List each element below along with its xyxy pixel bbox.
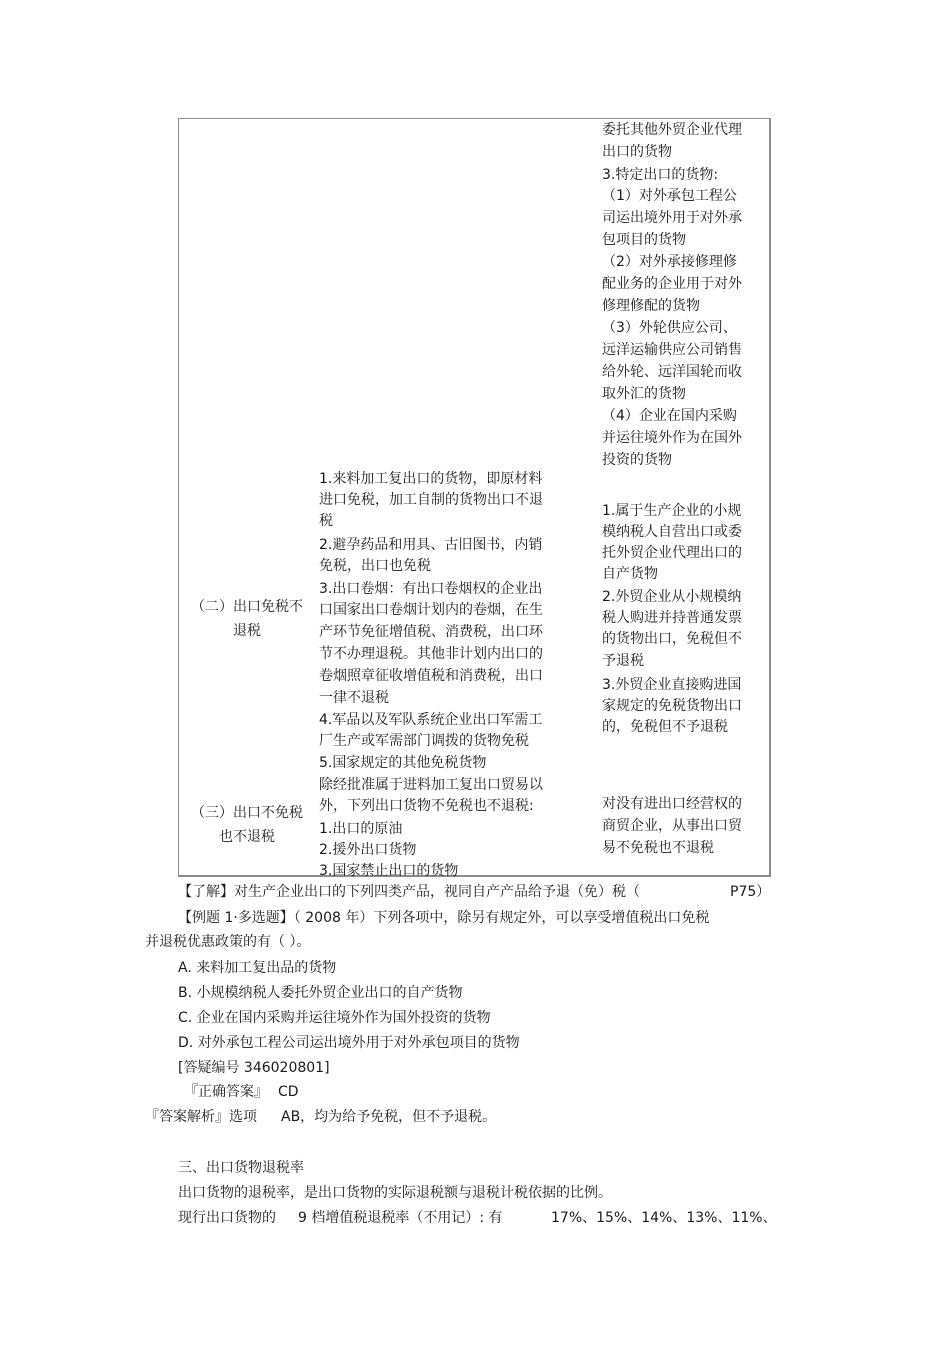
table-category-label: （三）出口不免税 bbox=[191, 805, 303, 821]
table-text: 外，下列出口货物不免税也不退税: bbox=[319, 798, 534, 814]
table-text: 进口免税，加工自制的货物出口不退 bbox=[319, 492, 543, 508]
table-text: 3.出口卷烟：有出口卷烟权的企业出 bbox=[319, 581, 543, 597]
note-line: 【了解】对生产企业出口的下列四类产品，视同自产产品给予退（免）税（ bbox=[178, 884, 640, 900]
table-text: 司运出境外用于对外承 bbox=[602, 210, 742, 226]
example-question: 并退税优惠政策的有（ ）。 bbox=[145, 934, 311, 950]
table-text: （2）对外承接修理修 bbox=[602, 254, 737, 270]
table-text: 2.避孕药品和用具、古旧图书，内销 bbox=[319, 537, 543, 553]
table-text: 节不办理退税。其他非计划内出口的 bbox=[319, 646, 543, 662]
table-text: 一律不退税 bbox=[319, 690, 389, 706]
table-text: 的，免税但不予退税 bbox=[602, 719, 728, 735]
option-d: D. 对外承包工程公司运出境外用于对外承包项目的货物 bbox=[178, 1035, 520, 1051]
table-text: 修理修配的货物 bbox=[602, 298, 700, 314]
table-text: 产环节免征增值税、消费税，出口环 bbox=[319, 624, 543, 640]
table-text: 5.国家规定的其他免税货物 bbox=[319, 755, 487, 771]
table-text: 并运往境外作为在国外 bbox=[602, 430, 742, 446]
table-text: 2.援外出口货物 bbox=[319, 842, 417, 858]
table-text: 3.外贸企业直接购进国 bbox=[602, 677, 742, 693]
table-text: 免税，出口也免税 bbox=[319, 558, 431, 574]
table-text: 税 bbox=[319, 513, 333, 529]
table-text: 取外汇的货物 bbox=[602, 386, 686, 402]
analysis-value: AB，均为给予免税，但不予退税。 bbox=[281, 1109, 497, 1125]
table-text: 3.特定出口的货物: bbox=[602, 167, 719, 183]
table-text: 远洋运输供应公司销售 bbox=[602, 342, 742, 358]
analysis-label: 『答案解析』选项 bbox=[145, 1109, 257, 1125]
example-title: 【例题 1·多选题】（ 2008 年）下列各项中，除另有规定外，可以享受增值税出口免税 bbox=[178, 910, 710, 926]
table-text: 委托其他外贸企业代理 bbox=[602, 122, 742, 138]
section-paragraph-mid: 9 档增值税退税率（不用记）: 有 bbox=[298, 1210, 503, 1226]
table-text: 家规定的免税货物出口 bbox=[602, 698, 742, 714]
table-text: 厂生产或军需部门调拨的货物免税 bbox=[319, 733, 529, 749]
table-text: 4.军品以及军队系统企业出口军需工 bbox=[319, 712, 543, 728]
section-paragraph-rates: 17%、15%、14%、13%、11%、 bbox=[551, 1210, 777, 1226]
table-text: 1.来料加工复出口的货物，即原材料 bbox=[319, 471, 543, 487]
table-text: （1）对外承包工程公 bbox=[602, 188, 737, 204]
table-text: 托外贸企业代理出口的 bbox=[602, 545, 742, 561]
table-text: 口国家出口卷烟计划内的卷烟，在生 bbox=[319, 602, 543, 618]
table-text: 1.出口的原油 bbox=[319, 821, 403, 837]
table-category-label: 也不退税 bbox=[219, 829, 275, 845]
table-text: 出口的货物 bbox=[602, 144, 672, 160]
section-paragraph-start: 现行出口货物的 bbox=[178, 1210, 276, 1226]
table-category-label: （二）出口免税不 bbox=[191, 599, 303, 615]
table-text: 1.属于生产企业的小规 bbox=[602, 503, 742, 519]
section-paragraph: 出口货物的退税率，是出口货物的实际退税额与退税计税依据的比例。 bbox=[178, 1185, 612, 1201]
note-page-ref: P75） bbox=[730, 884, 771, 900]
table-text: 配业务的企业用于对外 bbox=[602, 276, 742, 292]
table-text: 商贸企业，从事出口贸 bbox=[602, 818, 742, 834]
answer-label: 『正确答案』 bbox=[184, 1084, 268, 1100]
table-category-label: 退税 bbox=[233, 623, 261, 639]
option-c: C. 企业在国内采购并运往境外作为国外投资的货物 bbox=[178, 1010, 491, 1026]
table-text: 易不免税也不退税 bbox=[602, 840, 714, 856]
table-text: （4）企业在国内采购 bbox=[602, 408, 737, 424]
table-text: 卷烟照章征收增值税和消费税，出口 bbox=[319, 668, 543, 684]
table-text: 自产货物 bbox=[602, 566, 658, 582]
option-a: A. 来料加工复出品的货物 bbox=[178, 960, 337, 976]
question-id: [答疑编号 346020801] bbox=[178, 1060, 330, 1076]
table-text: 予退税 bbox=[602, 653, 644, 669]
table-text: 税人购进并持普通发票 bbox=[602, 610, 742, 626]
table-text: （3）外轮供应公司、 bbox=[602, 320, 737, 336]
table-text: 给外轮、远洋国轮而收 bbox=[602, 364, 742, 380]
option-b: B. 小规模纳税人委托外贸企业出口的自产货物 bbox=[178, 985, 463, 1001]
table-text: 的货物出口，免税但不 bbox=[602, 631, 742, 647]
table-text: 投资的货物 bbox=[602, 452, 672, 468]
table-text: 对没有进出口经营权的 bbox=[602, 796, 742, 812]
table-text: 包项目的货物 bbox=[602, 232, 686, 248]
table-text: 2.外贸企业从小规模纳 bbox=[602, 589, 742, 605]
section-title: 三、出口货物退税率 bbox=[178, 1160, 304, 1176]
table-text: 3.国家禁止出口的货物 bbox=[319, 863, 459, 879]
table-text: 除经批准属于进料加工复出口贸易以 bbox=[319, 777, 543, 793]
answer-value: CD bbox=[278, 1084, 299, 1100]
table-text: 模纳税人自营出口或委 bbox=[602, 524, 742, 540]
